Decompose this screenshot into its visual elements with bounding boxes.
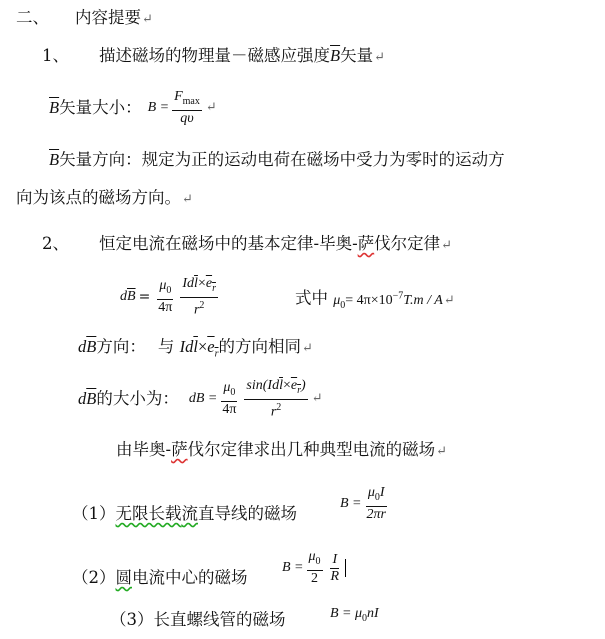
- item-1-suffix: 矢量: [340, 46, 374, 65]
- item-2-heading: 2、 恒定电流在磁场中的基本定律-毕奥-萨伐尔定律↵: [42, 234, 453, 253]
- case-1-formula: B = $\frac{\mu_0I}{2\pi r}$: [340, 485, 386, 522]
- magnitude-line: $\overline{B}$ 矢量大小： B = $\frac{F_{max}}{q\upsilon}$ ↵: [49, 89, 217, 126]
- section-heading: [16, 8, 153, 30]
- formula-lhs: B =: [147, 100, 170, 115]
- typical-currents-intro: 由毕奥-萨伐尔定律求出几种典型电流的磁场↵: [116, 440, 447, 459]
- item-2-number: 2、: [42, 234, 69, 253]
- text-cursor: [345, 559, 346, 577]
- magnitude-label: 矢量大小：: [59, 98, 142, 117]
- case-3-text: （3）长直螺线管的磁场: [110, 610, 286, 629]
- paragraph-mark: ↵: [142, 12, 153, 27]
- b-vector-symbol: $\overline{B}$: [49, 98, 60, 117]
- b-vector-symbol: $\overline{B}$: [49, 150, 60, 169]
- direction-line-1: $\overline{B}$矢量方向：规定为正的运动电荷在磁场中受力为零时的运动方: [49, 150, 505, 169]
- item-1-text: 描述磁场的物理量－磁感应强度: [99, 46, 330, 65]
- direction-line-2: 向为该点的磁场方向。↵: [16, 188, 193, 207]
- section-number: 二、: [16, 8, 49, 27]
- magnitude-fraction: $\frac{F_{max}}{q\upsilon}$: [174, 89, 200, 126]
- item-1-heading: 1、 描述磁场的物理量－磁感应强度$\overline{B}$矢量↵: [42, 46, 385, 65]
- case-2-formula: B = $\frac{\mu_0}{2}$ $\frac{I}{R}$: [282, 548, 346, 588]
- item-1-number: 1、: [42, 46, 69, 65]
- constant-line: 式中 $\mu_0= 4\pi\times 10^{-7}T.m$ / A↵: [295, 288, 455, 311]
- db-direction-line: $d\overline{B}$方向： 与 $Id\overline{l}\times e_r$的方向相同↵: [78, 337, 313, 360]
- case-1-text: （1）无限长载流直导线的磁场: [72, 504, 297, 523]
- case-2-text: （2）圆电流中心的磁场: [72, 568, 248, 587]
- case-3-formula: $B = \mu_0nI$: [330, 606, 379, 624]
- section-title: 内容提要: [75, 8, 141, 27]
- biot-savart-formula: d $\overline{B}$ = $\frac{\mu_0}{4\pi}$ $\frac{Id\overline{l}\times e_r}{r^2}$: [120, 275, 216, 318]
- db-magnitude-line: d $\overline{B}$ 的大小为： dB = $\frac{\mu_0}{4\pi}$ $\frac{\sin(Id\overline{l}\times e_r)}{r^2}$ ↵: [78, 377, 323, 420]
- b-vector-symbol: $\overline{B}$: [330, 46, 341, 65]
